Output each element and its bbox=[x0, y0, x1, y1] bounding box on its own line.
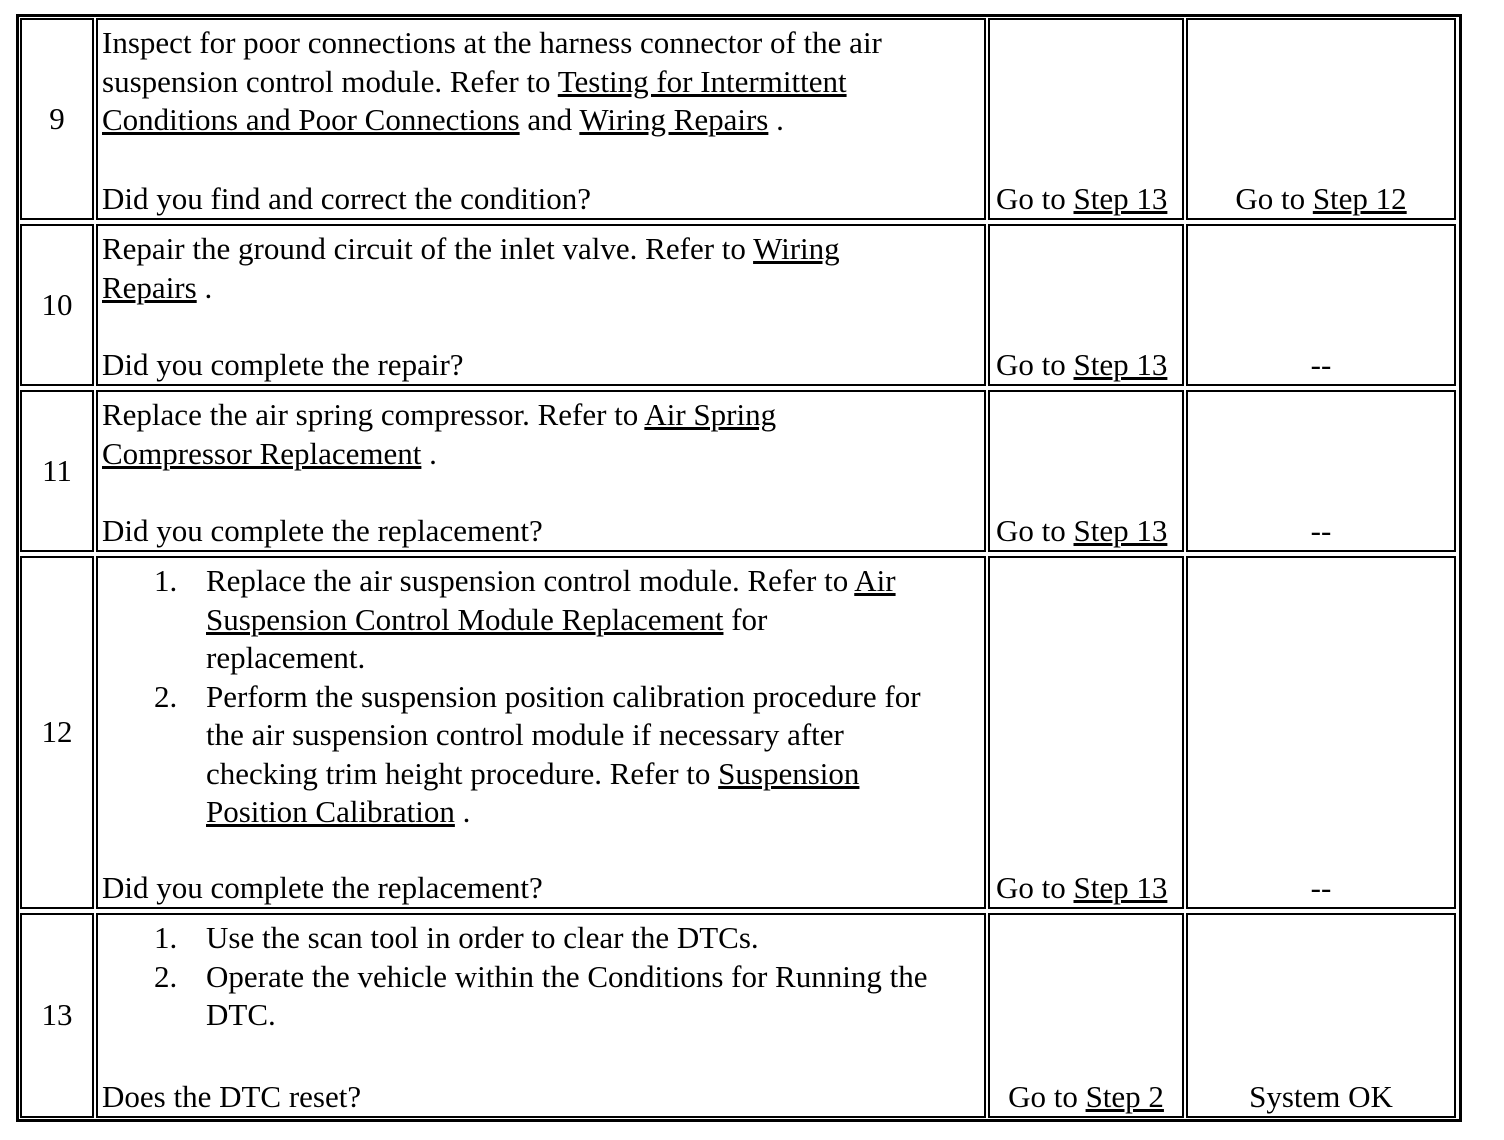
action-cell bbox=[96, 556, 986, 909]
yes-cell bbox=[988, 18, 1184, 220]
step-number-cell bbox=[20, 390, 94, 552]
reference-link[interactable]: Testing for Intermittent bbox=[557, 63, 847, 99]
step-number: 10 bbox=[41, 286, 73, 322]
action-cell bbox=[96, 224, 986, 386]
step-number-cell bbox=[20, 913, 94, 1118]
no-cell bbox=[1186, 913, 1456, 1118]
action-cell bbox=[96, 390, 986, 552]
list-item-line: Use the scan tool in order to clear the DTCs. bbox=[206, 920, 759, 955]
no-result: -- bbox=[1310, 869, 1332, 905]
question-text: Did you complete the repair? bbox=[102, 346, 464, 382]
question-text: Does the DTC reset? bbox=[102, 1078, 362, 1114]
reference-link[interactable]: Step 13 bbox=[1073, 512, 1168, 548]
reference-link[interactable]: Position Calibration bbox=[206, 794, 455, 829]
list-item-line: DTC. bbox=[206, 997, 276, 1032]
question-text: Did you complete the replacement? bbox=[102, 869, 543, 905]
list-item-line: Suspension Control Module Replacement for bbox=[206, 601, 768, 637]
list-item-line: Operate the vehicle within the Conditions for Running the bbox=[206, 958, 928, 994]
question-text: Did you complete the replacement? bbox=[102, 512, 543, 548]
reference-link[interactable]: Air Spring bbox=[644, 397, 777, 432]
action-step-list bbox=[102, 562, 984, 832]
step-number: 9 bbox=[49, 100, 65, 136]
step-number: 11 bbox=[42, 452, 72, 488]
action-cell bbox=[96, 18, 986, 220]
action-cell bbox=[96, 913, 986, 1118]
no-result: System OK bbox=[1249, 1078, 1393, 1114]
no-result: -- bbox=[1310, 346, 1332, 382]
reference-link[interactable]: Repairs bbox=[102, 269, 197, 305]
action-text-line: Inspect for poor connections at the harness connector of the air bbox=[102, 25, 882, 60]
list-item bbox=[102, 958, 984, 1035]
no-result: -- bbox=[1310, 512, 1332, 548]
action-text-line: Repair the ground circuit of the inlet valve. Refer to Wiring bbox=[102, 231, 840, 266]
list-item-line: the air suspension control module if necessary after bbox=[206, 717, 844, 752]
yes-cell bbox=[988, 390, 1184, 552]
yes-result: Go to Step 2 bbox=[1008, 1078, 1164, 1114]
no-cell bbox=[1186, 18, 1456, 220]
yes-cell bbox=[988, 556, 1184, 909]
action-text-line: suspension control module. Refer to Testing for Intermittent bbox=[102, 63, 847, 99]
step-number: 13 bbox=[41, 997, 73, 1033]
list-item-line: Position Calibration . bbox=[206, 794, 471, 829]
list-item-line: Replace the air suspension control module. Refer to Air bbox=[206, 563, 896, 598]
reference-link[interactable]: Suspension Control Module Replacement bbox=[206, 601, 724, 637]
action-text-line: Replace the air spring compressor. Refer to Air Spring bbox=[102, 397, 777, 432]
action-text-line: Compressor Replacement . bbox=[102, 435, 437, 471]
yes-result: Go to Step 13 bbox=[996, 346, 1168, 382]
list-item-number: 2. bbox=[154, 678, 178, 714]
action-text-line: Repairs . bbox=[102, 269, 213, 305]
yes-cell bbox=[988, 913, 1184, 1118]
list-item-number: 1. bbox=[154, 920, 178, 955]
action-text-line: Conditions and Poor Connections and Wiring Repairs . bbox=[102, 102, 784, 137]
yes-cell bbox=[988, 224, 1184, 386]
reference-link[interactable]: Step 2 bbox=[1085, 1078, 1164, 1114]
no-result: Go to Step 12 bbox=[1235, 180, 1407, 216]
list-item bbox=[102, 562, 984, 678]
action-step-list bbox=[102, 919, 984, 1035]
reference-link[interactable]: Step 13 bbox=[1073, 180, 1168, 216]
no-cell bbox=[1186, 556, 1456, 909]
reference-link[interactable]: Air bbox=[854, 563, 896, 598]
reference-link[interactable]: Compressor Replacement bbox=[102, 435, 422, 471]
step-number-cell bbox=[20, 556, 94, 909]
list-item-number: 2. bbox=[154, 958, 178, 994]
reference-link[interactable]: Suspension bbox=[718, 755, 860, 791]
reference-link[interactable]: Wiring Repairs bbox=[579, 102, 769, 137]
no-cell bbox=[1186, 390, 1456, 552]
step-number-cell bbox=[20, 224, 94, 386]
yes-result: Go to Step 13 bbox=[996, 180, 1168, 216]
yes-result: Go to Step 13 bbox=[996, 869, 1168, 905]
no-cell bbox=[1186, 224, 1456, 386]
reference-link[interactable]: Step 13 bbox=[1073, 346, 1168, 382]
step-number-cell bbox=[20, 18, 94, 220]
yes-result: Go to Step 13 bbox=[996, 512, 1168, 548]
list-item-line: Perform the suspension position calibration procedure for bbox=[206, 678, 921, 714]
reference-link[interactable]: Conditions and Poor Connections bbox=[102, 102, 520, 137]
list-item-line: checking trim height procedure. Refer to Suspension bbox=[206, 755, 860, 791]
list-item-line: replacement. bbox=[206, 640, 366, 675]
question-text: Did you find and correct the condition? bbox=[102, 180, 591, 216]
list-item bbox=[102, 678, 984, 832]
reference-link[interactable]: Step 13 bbox=[1073, 869, 1168, 905]
list-item-number: 1. bbox=[154, 563, 178, 598]
list-item bbox=[102, 919, 984, 958]
reference-link[interactable]: Step 12 bbox=[1312, 180, 1407, 216]
reference-link[interactable]: Wiring bbox=[753, 231, 840, 266]
step-number: 12 bbox=[41, 714, 73, 750]
